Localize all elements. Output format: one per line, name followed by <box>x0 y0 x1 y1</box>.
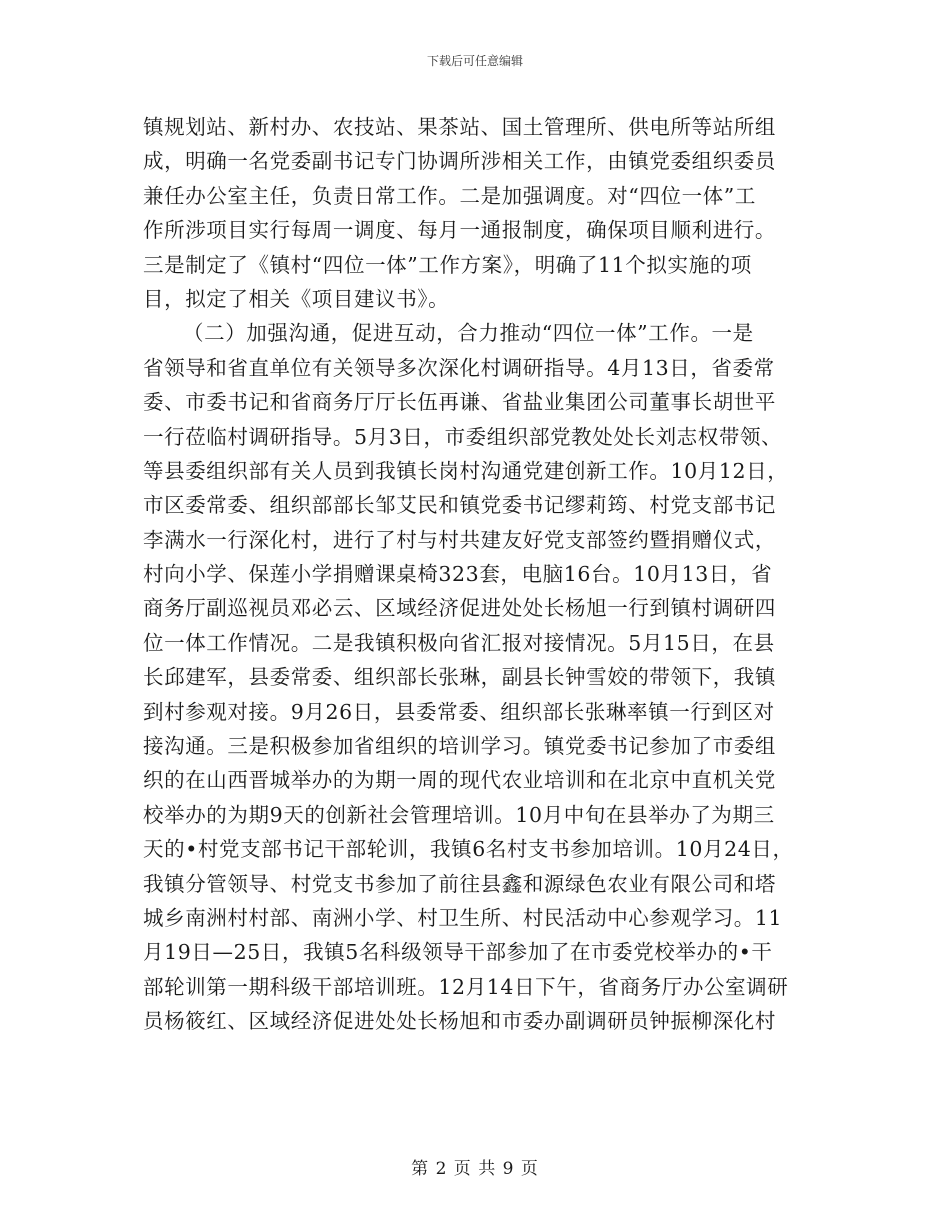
text-line: 李满水一行深化村，进行了村与村共建友好党支部签约暨捐赠仪式， <box>143 527 776 552</box>
text-line: 省领导和省直单位有关领导多次深化村调研指导。4月13日，省委常 <box>143 355 775 380</box>
text-line: 我镇分管领导、村党支书参加了前往县鑫和源绿色农业有限公司和塔 <box>143 871 776 896</box>
text-line: 部轮训第一期科级干部培训班。12月14日下午，省商务厅办公室调研 <box>143 974 789 999</box>
text-line: 作所涉项目实行每周一调度、每月一通报制度，确保项目顺利进行。 <box>143 218 776 243</box>
text-line: 市区委常委、组织部部长邹艾民和镇党委书记缪莉筠、村党支部书记 <box>143 493 776 518</box>
text-line: 一行莅临村调研指导。5月3日，市委组织部党教处处长刘志权带领、 <box>143 424 783 449</box>
text-line: 村向小学、保莲小学捐赠课桌椅323套，电脑16台。10月13日，省 <box>143 562 773 587</box>
text-line: 织的在山西晋城举办的为期一周的现代农业培训和在北京中直机关党 <box>143 768 776 793</box>
page-header: 下载后可任意编辑 <box>426 54 523 68</box>
text-line: 委、市委书记和省商务厅厅长伍再谦、省盐业集团公司董事长胡世平 <box>143 390 776 415</box>
text-line: 接沟通。三是积极参加省组织的培训学习。镇党委书记参加了市委组 <box>143 734 776 759</box>
text-line: 目，拟定了相关《项目建议书》。 <box>143 286 450 311</box>
text-line: 三是制定了《镇村“四位一体”工作方案》，明确了11个拟实施的项 <box>143 252 752 277</box>
text-line: 镇规划站、新村办、农技站、果茶站、国土管理所、供电所等站所组 <box>143 115 776 139</box>
text-line: 位一体工作情况。二是我镇积极向省汇报对接情况。5月15日，在县 <box>143 630 775 655</box>
text-line: 商务厅副巡视员邓必云、区域经济促进处处长杨旭一行到镇村调研四 <box>143 596 776 621</box>
text-line: 天的•村党支部书记干部轮训，我镇6名村支书参加培训。10月24日， <box>143 837 794 862</box>
text-line: 到村参观对接。9月26日，县委常委、组织部长张琳率镇一行到区对 <box>143 699 775 724</box>
text-line: （二）加强沟通，促进互动，合力推动“四位一体”工作。一是 <box>183 321 754 346</box>
text-line: 月19日—25日，我镇5名科级领导干部参加了在市委党校举办的•干 <box>143 940 773 965</box>
text-line: 城乡南洲村村部、南洲小学、村卫生所、村民活动中心参观学习。11 <box>143 905 783 930</box>
text-line: 员杨筱红、区域经济促进处处长杨旭和市委办副调研员钟振柳深化村 <box>143 1009 776 1034</box>
text-line: 兼任办公室主任，负责日常工作。二是加强调度。对“四位一体”工 <box>143 183 756 208</box>
page-footer: 第 2 页 共 9 页 <box>411 1159 539 1179</box>
document-body <box>143 110 823 1039</box>
text-line: 校举办的为期9天的创新社会管理培训。10月中旬在县举办了为期三 <box>143 802 775 827</box>
text-line: 等县委组织部有关人员到我镇长岗村沟通党建创新工作。10月12日， <box>143 458 789 483</box>
text-line: 成，明确一名党委副书记专门协调所涉相关工作，由镇党委组织委员 <box>143 149 776 174</box>
text-line: 长邱建军，县委常委、组织部长张琳，副县长钟雪姣的带领下，我镇 <box>143 665 776 690</box>
